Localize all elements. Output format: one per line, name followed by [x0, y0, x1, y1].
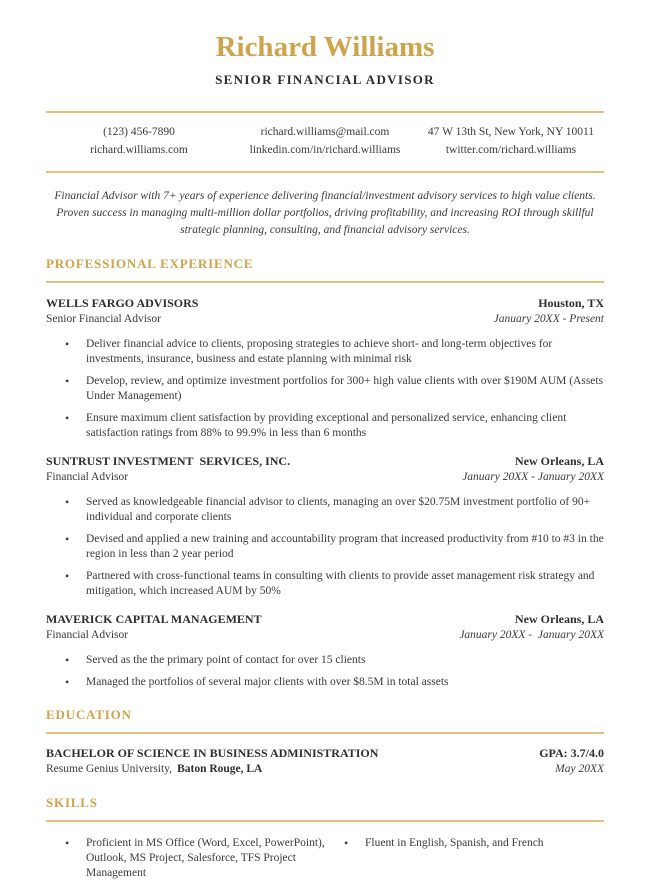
skill-item: • Proficient in MS Office (Word, Excel, PowerPoint), Outlook, MS Project, Salesforce, TFS Project Management: [46, 836, 325, 881]
education-heading: EDUCATION: [46, 707, 132, 722]
job-bullet: • Managed the portfolios of several major clients with over $8.5M in total assets: [46, 675, 604, 690]
contact-twitter: twitter.com/richard.williams: [445, 144, 577, 156]
job-header-row: [46, 295, 604, 311]
skills-list-right: [325, 836, 604, 888]
job-bullet-list: [46, 495, 604, 599]
education-school-row: [46, 761, 604, 778]
contact-column-3: [418, 123, 604, 159]
contact-column-1: [46, 123, 232, 159]
job-role: Financial Advisor: [46, 471, 129, 483]
skills-list-left: [46, 836, 325, 888]
contact-email: richard.williams@mail.com: [260, 126, 390, 138]
company-name: WELLS FARGO ADVISORS: [46, 296, 199, 310]
summary-paragraph: Financial Advisor with 7+ years of experience delivering financial/investment advisory services to high value clients. Proven success in managing multi-million dollar portfolios, driving profitability, and increasing ROI through skillful strategic planning, consulting, and financial advisory services.: [54, 190, 596, 236]
job-header-row: [46, 611, 604, 627]
gpa-value: GPA: 3.7/4.0: [539, 746, 604, 760]
job-location: New Orleans, LA: [515, 612, 604, 626]
job-bullet-list: [46, 653, 604, 690]
candidate-job-title: SENIOR FINANCIAL ADVISOR: [215, 72, 435, 87]
school-name-text: Resume Genius University,: [46, 763, 173, 775]
skills-heading: SKILLS: [46, 795, 98, 810]
job-bullet: • Partnered with cross-functional teams in consulting with clients to provide asset management risk strategy and mitigation, which increased AUM by 50%: [46, 569, 604, 599]
education-divider: [46, 732, 604, 734]
job-bullet: • Develop, review, and optimize investment portfolios for 300+ high value clients with over $190M AUM (Assets Under Management): [46, 374, 604, 404]
job-entry-suntrust: [46, 453, 604, 599]
job-dates: January 20XX - January 20XX: [462, 471, 604, 483]
job-subheader-row: [46, 469, 604, 486]
job-dates: January 20XX - Present: [493, 313, 604, 325]
education-section: [46, 707, 604, 778]
job-role: Senior Financial Advisor: [46, 313, 161, 325]
job-bullet: • Ensure maximum client satisfaction by providing exceptional and personalized service, enhancing client satisfaction ratings from 88% to 99.9% in less than 6 months: [46, 411, 604, 441]
contact-section: [46, 113, 604, 173]
experience-divider: [46, 281, 604, 283]
school-location: Baton Rouge, LA: [177, 763, 263, 775]
job-subheader-row: [46, 311, 604, 328]
skills-divider: [46, 820, 604, 822]
job-location: New Orleans, LA: [515, 454, 604, 468]
job-entry-maverick: [46, 611, 604, 690]
skill-item: • Fluent in English, Spanish, and French: [325, 836, 604, 851]
school-name: [46, 761, 262, 778]
job-role: Financial Advisor: [46, 629, 129, 641]
skills-columns: [46, 826, 604, 888]
experience-section: [46, 256, 604, 690]
contact-address: 47 W 13th St, New York, NY 10011: [427, 126, 595, 138]
job-bullet: • Deliver financial advice to clients, proposing strategies to achieve short- and long-term objectives for investments, insurance, business and estate planning with minimal risk: [46, 337, 604, 367]
resume-header: [46, 30, 604, 88]
job-location: Houston, TX: [538, 296, 604, 310]
graduation-date: May 20XX: [555, 763, 604, 775]
job-bullet: • Devised and applied a new training and accountability program that increased productivity from #10 to #3 in the region in less than 2 year period: [46, 532, 604, 562]
job-bullet: • Served as the the primary point of contact for over 15 clients: [46, 653, 604, 668]
job-header-row: [46, 453, 604, 469]
contact-linkedin: linkedin.com/in/richard.williams: [249, 144, 401, 156]
job-bullet-list: [46, 337, 604, 441]
job-bullet: • Served as knowledgeable financial advisor to clients, managing an over $20.75M investment portfolio of 90+ individual and corporate clients: [46, 495, 604, 525]
skills-section: [46, 795, 604, 888]
contact-phone: (123) 456-7890: [103, 126, 175, 138]
experience-heading: PROFESSIONAL EXPERIENCE: [46, 256, 254, 271]
contact-website: richard.williams.com: [90, 144, 188, 156]
company-name: SUNTRUST INVESTMENT SERVICES, INC.: [46, 454, 291, 468]
candidate-name: Richard Williams: [215, 31, 435, 63]
job-entry-wells-fargo: [46, 295, 604, 441]
education-degree-row: [46, 745, 604, 761]
job-subheader-row: [46, 627, 604, 644]
degree-name: BACHELOR OF SCIENCE IN BUSINESS ADMINISTRATION: [46, 746, 379, 760]
contact-column-2: [232, 123, 418, 159]
job-dates: January 20XX - January 20XX: [459, 629, 604, 641]
company-name: MAVERICK CAPITAL MANAGEMENT: [46, 612, 262, 626]
